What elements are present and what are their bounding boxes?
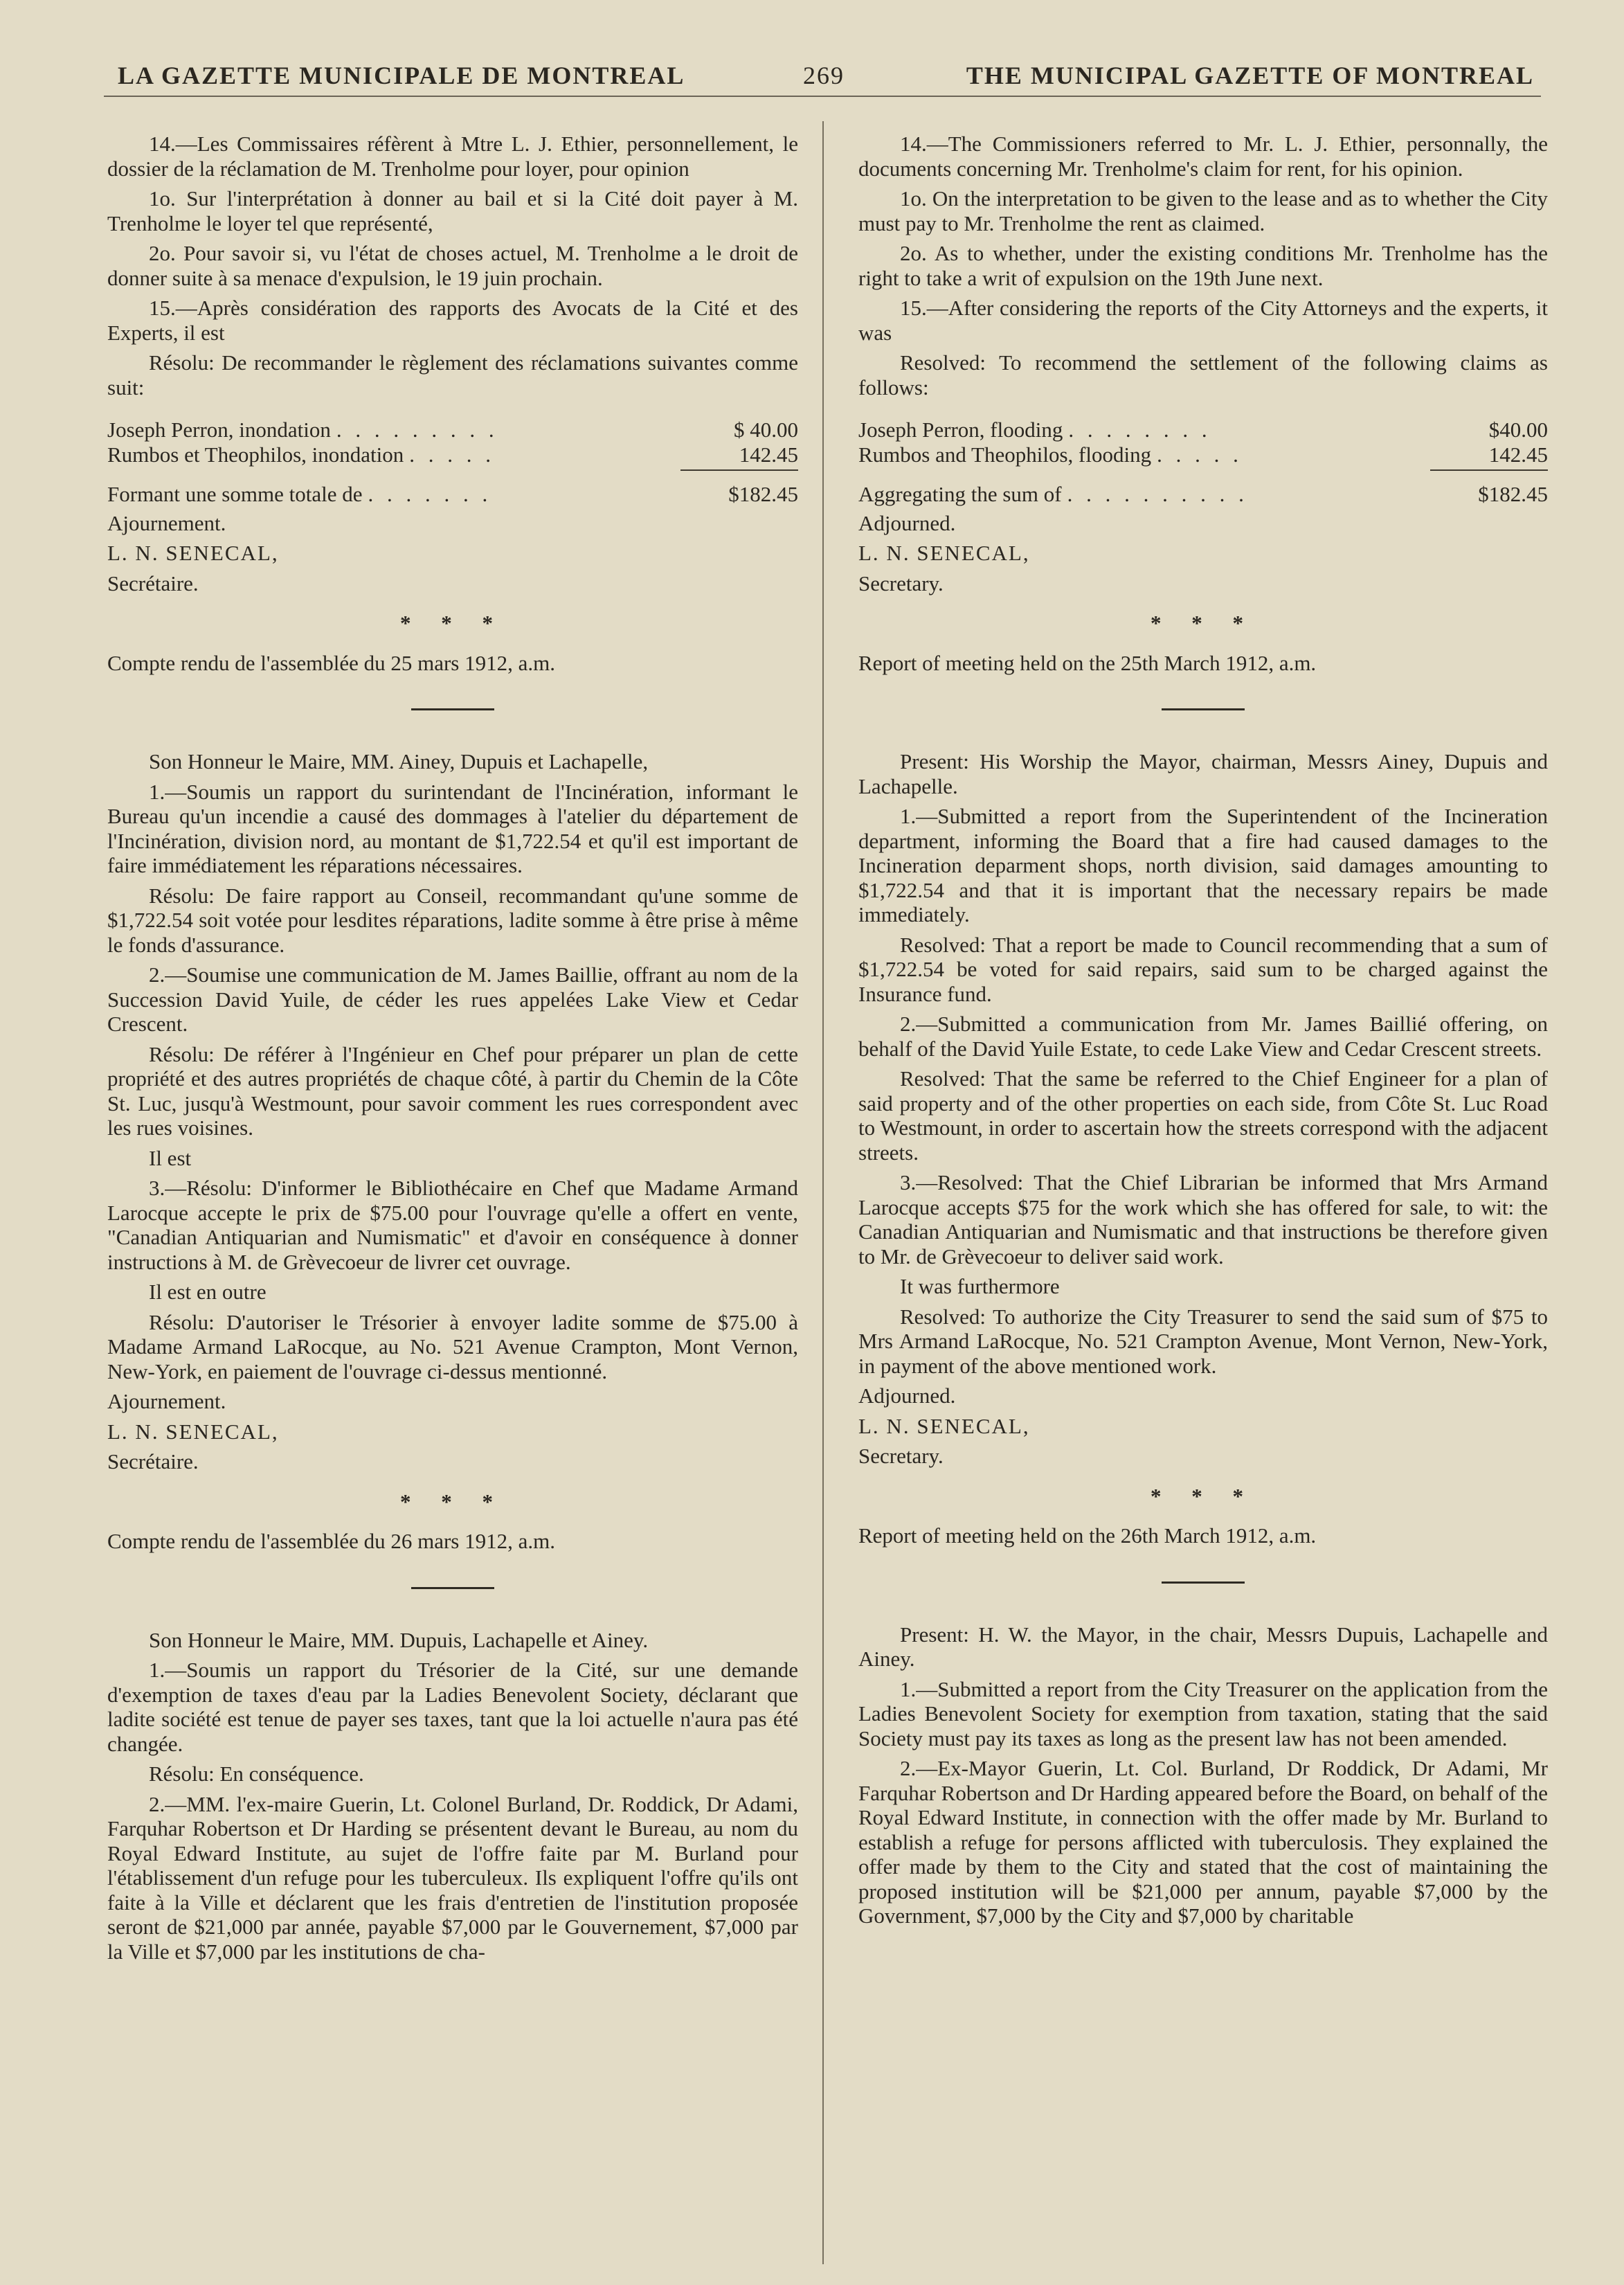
en-attendance: Present: H. W. the Mayor, in the chair, Messrs Dupuis, Lachapelle and Ainey. bbox=[858, 1622, 1548, 1671]
en-item-15: 15.—After considering the reports of the City Attorneys and the experts, it was bbox=[858, 296, 1548, 345]
fr-total-leader: . . . . . . . bbox=[368, 482, 492, 506]
fr-il-est-en-outre: Il est en outre bbox=[149, 1280, 267, 1304]
fr-item-1: 1.—Soumis un rapport du Trésorier de la Cité, sur une demande d'exemption de taxes d'eau par la Ladies Benevolent Society, déclarant que ladite société est tenue de payer ses taxes, tant que la loi actuelle n'aura pas été changée. bbox=[107, 1658, 798, 1756]
en-signature-title: Secretary. bbox=[858, 1444, 944, 1468]
fr-adjournment: Ajournement. bbox=[107, 1389, 226, 1413]
en-item-14-point-2: 2o. As to whether, under the existing conditions Mr. Trenholme has the right to take a writ of expulsion on the 19th June next. bbox=[858, 241, 1548, 290]
en-claim-row bbox=[858, 442, 1548, 467]
fr-claim-leader: . . . . . bbox=[409, 442, 495, 467]
header-english-title: THE MUNICIPAL GAZETTE OF MONTREAL bbox=[966, 62, 1534, 89]
fr-claim-amount: 142.45 bbox=[739, 442, 798, 467]
fr-item-14: 14.—Les Commissaires réfèrent à Mtre L. J. Ethier, personnellement, le dossier de la réclamation de M. Trenholme pour loyer, pour opinion bbox=[107, 132, 798, 181]
en-attendance: Present: His Worship the Mayor, chairman, Messrs Ainey, Dupuis and Lachapelle. bbox=[858, 749, 1548, 798]
fr-attendance: Son Honneur le Maire, MM. Ainey, Dupuis et Lachapelle, bbox=[149, 749, 649, 773]
en-item-14-point-1: 1o. On the interpretation to be given to the lease and as to whether the City must pay to Mr. Trenholme the rent as claimed. bbox=[858, 186, 1548, 235]
fr-attendance: Son Honneur le Maire, MM. Dupuis, Lachapelle et Ainey. bbox=[149, 1627, 649, 1652]
fr-claim-amount: $ 40.00 bbox=[734, 418, 798, 442]
en-item-2: 2.—Submitted a communication from Mr. James Baillié offering, on behalf of the David Yuile Estate, to cede Lake View and Cedar Crescent streets. bbox=[858, 1012, 1548, 1061]
en-item-15-resolution: Resolved: To recommend the settlement of the following claims as follows: bbox=[858, 350, 1548, 400]
en-adjournment: Adjourned. bbox=[858, 1383, 956, 1408]
fr-claim-label: Rumbos et Theophilos, inondation bbox=[107, 442, 404, 467]
fr-item-1: 1.—Soumis un rapport du surintendant de l'Incinération, informant le Bureau qu'un incendie a causé des dommages à l'atelier du département de l'Incinération, division nord, au montant de $1,722.54 et qu'il est important de faire immédiatement les réparations nécessaires. bbox=[107, 779, 798, 877]
fr-signature-name: L. N. SENECAL, bbox=[107, 541, 279, 565]
fr-heading-rule bbox=[411, 1587, 494, 1589]
fr-claim-row bbox=[107, 442, 798, 467]
fr-signature-title: Secrétaire. bbox=[107, 1449, 199, 1473]
en-claim-leader: . . . . . . . . bbox=[1068, 418, 1211, 442]
fr-item-15: 15.—Après considération des rapports des Avocats de la Cité et des Experts, il est bbox=[107, 296, 798, 345]
fr-sum-rule bbox=[680, 469, 798, 471]
en-sum-rule bbox=[1430, 469, 1548, 471]
en-item-3-resolution: Resolved: To authorize the City Treasurer to send the said sum of $75 to Mrs Armand LaRocque, No. 521 Crampton Avenue, Mont Vernon, New-York, in payment of the above mentioned work. bbox=[858, 1304, 1548, 1378]
en-total-label: Aggregating the sum of bbox=[858, 482, 1062, 506]
en-claim-label: Joseph Perron, flooding bbox=[858, 418, 1063, 442]
header-rule bbox=[104, 96, 1541, 97]
column-divider bbox=[822, 121, 824, 2264]
fr-total-label: Formant une somme totale de bbox=[107, 482, 363, 506]
en-signature-title: Secretary. bbox=[858, 571, 944, 595]
fr-adjournment: Ajournement. bbox=[107, 510, 226, 535]
en-adjournment: Adjourned. bbox=[858, 510, 956, 535]
en-claims-table bbox=[858, 418, 1548, 507]
en-total-amount: $182.45 bbox=[1478, 482, 1548, 506]
fr-claim-label: Joseph Perron, inondation bbox=[107, 418, 331, 442]
fr-total-row bbox=[107, 482, 798, 507]
en-signature-name: L. N. SENECAL, bbox=[858, 541, 1030, 565]
header-french-title: LA GAZETTE MUNICIPALE DE MONTREAL bbox=[118, 62, 685, 89]
en-total-row bbox=[858, 482, 1548, 507]
fr-item-15-resolution: Résolu: De recommander le règlement des réclamations suivantes comme suit: bbox=[107, 350, 798, 400]
en-total-leader: . . . . . . . . . . bbox=[1067, 482, 1248, 506]
fr-item-1-resolution: Résolu: En conséquence. bbox=[149, 1762, 364, 1786]
en-heading-rule bbox=[1162, 708, 1245, 710]
fr-item-1-resolution: Résolu: De faire rapport au Conseil, recommandant qu'une somme de $1,722.54 soit votée pour lesdites réparations, ladite somme à être prise à même le fonds d'assurance. bbox=[107, 883, 798, 957]
en-signature-name: L. N. SENECAL, bbox=[858, 1413, 1030, 1438]
en-item-2-resolution: Resolved: That the same be referred to the Chief Engineer for a plan of said property and of the other properties on each side, from Côte St. Luc Road to Westmount, in order to ascertain how the streets correspond with the adjacent streets. bbox=[858, 1066, 1548, 1165]
en-claim-row bbox=[858, 418, 1548, 442]
en-item-3: 3.—Resolved: That the Chief Librarian be informed that Mrs Armand Larocque accepts $75 for the work which she has offered for sale, to wit: the Canadian Antiquarian and Numismatic and that instructions be therefore given to Mr. de Grèvecoeur to deliver said work. bbox=[858, 1170, 1548, 1269]
english-column bbox=[858, 132, 1548, 1934]
en-claim-leader: . . . . . bbox=[1157, 442, 1243, 467]
french-column bbox=[107, 132, 798, 1969]
fr-signature-name: L. N. SENECAL, bbox=[107, 1419, 279, 1444]
fr-item-14-point-2: 2o. Pour savoir si, vu l'état de choses actuel, M. Trenholme a le droit de donner suite à sa menace d'expulsion, le 19 juin prochain. bbox=[107, 241, 798, 290]
en-claim-amount: $40.00 bbox=[1488, 418, 1548, 442]
en-claim-amount: 142.45 bbox=[1488, 442, 1548, 467]
page-number: 269 bbox=[803, 62, 845, 89]
en-item-2: 2.—Ex-Mayor Guerin, Lt. Col. Burland, Dr Roddick, Dr Adami, Mr Farquhar Robertson and Dr Harding appeared before the Board, on behalf of the Royal Edward Institute, in connection with the offer made by Mr. Burland to establish a refuge for persons afflicted with tuberculosis. They explained the offer made by them to the City and stated that the cost of maintaining the proposed institution will be $21,000 per annum, payable $7,000 by the Government, $7,000 by the City and $7,000 by charitable bbox=[858, 1756, 1548, 1928]
fr-claim-row bbox=[107, 418, 798, 442]
en-meeting-heading: Report of meeting held on the 25th March 1912, a.m. bbox=[858, 650, 1317, 675]
fr-item-2: 2.—MM. l'ex-maire Guerin, Lt. Colonel Burland, Dr. Roddick, Dr Adami, Farquhar Robertson et Dr Harding se présentent devant le Bureau, au nom du Royal Edward Institute, au sujet de l'offre faite par M. Burland pour l'établissement d'un refuge pour les tuberculeux. Ils expliquent l'offre qu'ils ont faite à la Ville et déclarent que les frais d'entretien de l'institution proposée seront de $21,000 par année, payable $7,000 par le Gouvernement, $7,000 par la Ville et $7,000 par les institutions de cha- bbox=[107, 1791, 798, 1964]
fr-item-3: 3.—Résolu: D'informer le Bibliothécaire en Chef que Madame Armand Larocque accepte le prix de $75.00 pour l'ouvrage qu'elle a offert en vente, "Canadian Antiquarian and Numismatic" et d'avoir en conséquence à donner instructions à M. de Grèvecoeur de livrer cet ouvrage. bbox=[107, 1176, 798, 1274]
fr-section-separator: * * * bbox=[400, 1489, 505, 1514]
en-item-1-resolution: Resolved: That a report be made to Council recommending that a sum of $1,722.54 be voted for said repairs, said sum to be charged against the Insurance fund. bbox=[858, 932, 1548, 1006]
en-furthermore: It was furthermore bbox=[900, 1274, 1060, 1298]
fr-heading-rule bbox=[411, 708, 494, 710]
en-heading-rule bbox=[1162, 1581, 1245, 1584]
fr-section-separator: * * * bbox=[400, 611, 505, 635]
en-section-separator: * * * bbox=[1151, 1483, 1256, 1508]
fr-claims-table bbox=[107, 418, 798, 507]
en-item-14: 14.—The Commissioners referred to Mr. L. J. Ethier, personnally, the documents concerning Mr. Trenholme's claim for rent, for his opinion. bbox=[858, 132, 1548, 181]
en-item-1: 1.—Submitted a report from the City Treasurer on the application from the Ladies Benevolent Society for exemption from taxation, stating that the said Society must pay its taxes as long as the present law has not been amended. bbox=[858, 1676, 1548, 1750]
fr-item-14-point-1: 1o. Sur l'interprétation à donner au bail et si la Cité doit payer à M. Trenholme le loyer tel que représenté, bbox=[107, 186, 798, 235]
fr-signature-title: Secrétaire. bbox=[107, 571, 199, 595]
fr-il-est: Il est bbox=[149, 1145, 192, 1170]
fr-claim-leader: . . . . . . . . . bbox=[336, 418, 498, 442]
fr-item-2-resolution: Résolu: De référer à l'Ingénieur en Chef pour préparer un plan de cette propriété et des autres propriétés de chaque côté, à partir du Chemin de la Côte St. Luc, jusqu'à Westmount, pour savoir comment les rues correspondent avec les rues voisines. bbox=[107, 1041, 798, 1140]
fr-meeting-heading: Compte rendu de l'assemblée du 25 mars 1912, a.m. bbox=[107, 650, 555, 675]
en-claim-label: Rumbos and Theophilos, flooding bbox=[858, 442, 1152, 467]
en-section-separator: * * * bbox=[1151, 611, 1256, 635]
en-item-1: 1.—Submitted a report from the Superintendent of the Incineration department, informing the Board that a fire had caused damages to the Incineration deparment shops, north division, said damages amounting to $1,722.54 and that it is important that the necessary repairs be made immediately. bbox=[858, 804, 1548, 926]
en-meeting-heading: Report of meeting held on the 26th March 1912, a.m. bbox=[858, 1523, 1317, 1548]
fr-item-3-resolution: Résolu: D'autoriser le Trésorier à envoyer ladite somme de $75.00 à Madame Armand LaRocque, au No. 521 Avenue Crampton, Mont Vernon, New-York, en paiement de l'ouvrage ci-dessus mentionné. bbox=[107, 1309, 798, 1383]
fr-meeting-heading: Compte rendu de l'assemblée du 26 mars 1912, a.m. bbox=[107, 1529, 555, 1553]
fr-item-2: 2.—Soumise une communication de M. James Baillie, offrant au nom de la Succession David Yuile, de céder les rues appelées Lake View et Cedar Crescent. bbox=[107, 962, 798, 1036]
fr-total-amount: $182.45 bbox=[728, 482, 798, 506]
